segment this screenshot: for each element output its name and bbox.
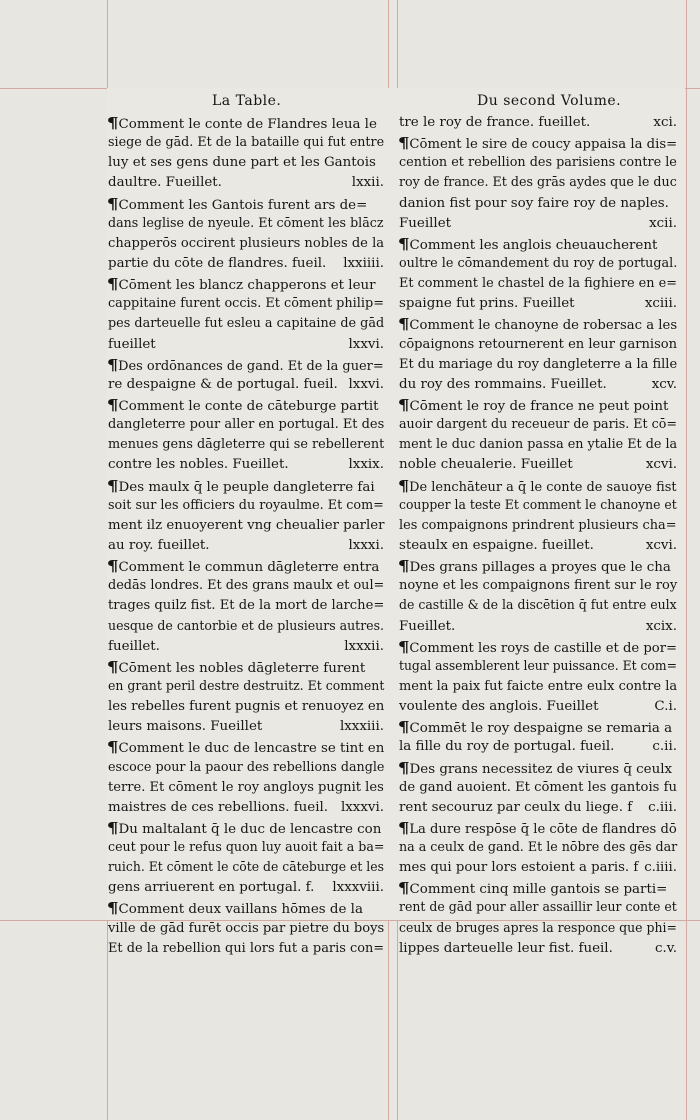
- table-entry-line: [108, 737, 384, 757]
- entry-text: ceut pour le refus quon luy auoit fait a ba=: [108, 840, 385, 856]
- pilcrow-marker: ¶: [106, 476, 119, 495]
- table-entry-line: [108, 778, 384, 798]
- table-entry-line: [399, 858, 677, 878]
- pilcrow-marker: ¶: [106, 194, 119, 213]
- table-entry-line: [399, 435, 677, 455]
- pilcrow-marker: ¶: [106, 355, 119, 374]
- running-head-right: Du second Volume.: [477, 93, 622, 109]
- table-entry-line: [399, 758, 677, 778]
- table-entry-line: [399, 113, 677, 133]
- folio-reference: xciii.: [644, 296, 677, 312]
- table-entry-line: [399, 898, 677, 918]
- pilcrow-marker: ¶: [397, 395, 410, 414]
- pilcrow-marker: ¶: [106, 738, 119, 757]
- entry-text: rent secouruz par ceulx du liege. f: [399, 799, 633, 815]
- entry-text: partie du cōte de flandres. fueil.: [108, 255, 327, 271]
- table-entry-line: [399, 556, 677, 576]
- folio-reference: c.ii.: [652, 739, 677, 755]
- table-entry-line: [108, 717, 384, 737]
- table-entry-line: [399, 415, 677, 435]
- folio-reference: lxxxii.: [344, 638, 384, 654]
- table-entry-line: [108, 677, 384, 697]
- entry-text: tre le roy de france. fueillet.: [399, 115, 591, 130]
- entry-text: Comment les anglois cheuaucherent: [409, 237, 658, 253]
- entry-text: steaulx en espaigne. fueillet.: [399, 537, 594, 553]
- table-entry-line: [108, 496, 384, 516]
- entry-text: Comment deux vaillans hōmes de la: [118, 902, 363, 918]
- entry-text: Fueillet.: [399, 618, 456, 634]
- pilcrow-marker: ¶: [397, 718, 410, 737]
- entry-text: Comment le duc de lencastre se tint en: [118, 741, 385, 757]
- table-entry-line: [399, 234, 677, 254]
- table-entry-line: [108, 335, 384, 355]
- table-entry-line: [399, 596, 677, 616]
- folio-reference: xcix.: [645, 618, 677, 634]
- entry-text: au roy. fueillet.: [108, 537, 210, 553]
- entry-text: uesque de cantorbie et de plusieurs autres.: [108, 618, 385, 634]
- entry-text: siege de gād. Et de la bataille qui fut entre: [108, 135, 385, 151]
- entry-text: rent de gād pour aller assaillir leur conte et: [399, 900, 677, 916]
- table-entry-line: [399, 798, 677, 818]
- entry-text: maistres de ces rebellions. fueil.: [108, 799, 329, 815]
- pilcrow-marker: ¶: [397, 234, 410, 253]
- table-entry-line: [399, 375, 677, 395]
- table-entry-line: [399, 576, 677, 596]
- table-entry-line: [399, 173, 677, 193]
- running-head-left: La Table.: [212, 93, 282, 109]
- table-entry-line: [399, 133, 677, 153]
- table-entry-line: [108, 435, 384, 455]
- entry-text: Comment le conte de Flandres leua le: [118, 117, 377, 132]
- folio-reference: xcvi.: [645, 457, 677, 473]
- entry-text: pes darteuelle fut esleu a capitaine de gād: [108, 316, 385, 332]
- pilcrow-marker: ¶: [397, 557, 410, 576]
- table-entry-line: [108, 314, 384, 334]
- table-entry-line: [399, 476, 677, 496]
- entry-text: chapperōs occirent plusieurs nobles de la: [108, 235, 385, 251]
- table-entry-line: [108, 455, 384, 475]
- entry-text: spaigne fut prins. Fueillet: [399, 296, 575, 312]
- table-entry-line: [108, 415, 384, 435]
- pilcrow-marker: ¶: [106, 395, 119, 414]
- folio-reference: lxxiiii.: [343, 255, 384, 271]
- entry-text: tugal assemblerent leur puissance. Et com=: [399, 658, 677, 674]
- entry-text: De lenchāteur a q̄ le conte de sauoye fist: [409, 479, 677, 495]
- table-entry-line: [399, 677, 677, 697]
- entry-text: fueillet.: [108, 638, 160, 654]
- table-entry-line: [108, 536, 384, 556]
- entry-text: auoir dargent du receueur de paris. Et cō=: [399, 417, 677, 433]
- table-entry-line: [108, 113, 384, 133]
- entry-text: voulente des anglois. Fueillet: [399, 699, 599, 715]
- table-entry-line: [399, 939, 677, 959]
- entry-text: fueillet: [108, 336, 156, 352]
- table-column-right: [397, 113, 678, 956]
- folio-reference: xci.: [653, 115, 677, 130]
- entry-text: ville de gād furēt occis par pietre du boys: [108, 920, 385, 936]
- entry-text: Cōment le roy de france ne peut point: [409, 398, 669, 414]
- folio-reference: lxxix.: [348, 457, 384, 473]
- entry-text: cappitaine furent occis. Et cōment philip=: [108, 296, 384, 312]
- table-entry-line: [108, 254, 384, 274]
- table-entry-line: [108, 355, 384, 375]
- entry-text: du roy des rommains. Fueillet.: [399, 376, 607, 392]
- table-entry-line: [108, 153, 384, 173]
- folio-reference: xcvi.: [645, 537, 677, 553]
- entry-text: Et de la rebellion qui lors fut a paris con=: [108, 940, 385, 956]
- entry-text: Comment le chanoyne de robersac a les: [409, 318, 678, 334]
- table-entry-line: [399, 274, 677, 294]
- folio-reference: C.i.: [654, 699, 677, 715]
- table-entry-line: [108, 878, 384, 898]
- folio-reference: c.v.: [655, 940, 677, 956]
- table-entry-line: [108, 818, 384, 838]
- table-entry-line: [108, 596, 384, 616]
- entry-text: lippes darteuelle leur fist. fueil.: [399, 940, 613, 956]
- entry-text: les compaignons prindrent plusieurs cha=: [399, 517, 677, 533]
- table-entry-line: [108, 395, 384, 415]
- pilcrow-marker: ¶: [106, 114, 119, 132]
- entry-text: na a ceulx de gand. Et le nōbre des gēs dar: [399, 840, 678, 856]
- entry-text: Comment le commun dāgleterre entra: [118, 560, 380, 576]
- entry-text: la fille du roy de portugal. fueil.: [399, 739, 615, 755]
- pilcrow-marker: ¶: [397, 476, 410, 495]
- entry-text: de gand auoient. Et cōment les gantois fu: [399, 779, 677, 795]
- entry-text: ment la paix fut faicte entre eulx contre la: [399, 678, 678, 694]
- pilcrow-marker: ¶: [106, 557, 119, 576]
- table-entry-line: [399, 536, 677, 556]
- table-entry-line: [108, 838, 384, 858]
- table-entry-line: [399, 395, 677, 415]
- pilcrow-marker: ¶: [397, 637, 410, 656]
- pilcrow-marker: ¶: [106, 899, 119, 918]
- table-entry-line: [399, 697, 677, 717]
- pilcrow-marker: ¶: [106, 818, 119, 837]
- entry-text: trages quilz fist. Et de la mort de larche=: [108, 598, 385, 614]
- pilcrow-marker: ¶: [397, 818, 410, 837]
- entry-text: Des grans pillages a proyes que le cha: [409, 560, 671, 576]
- entry-text: dedās londres. Et des grans maulx et oul=: [108, 578, 385, 594]
- entry-text: Cōment les nobles dāgleterre furent: [118, 660, 366, 676]
- table-entry-line: [399, 657, 677, 677]
- folio-reference: lxxxviii.: [332, 880, 384, 896]
- folio-reference: lxxvi.: [348, 336, 384, 352]
- table-entry-line: [108, 133, 384, 153]
- table-entry-line: [108, 194, 384, 214]
- table-entry-line: [108, 758, 384, 778]
- entry-text: daultre. Fueillet.: [108, 175, 222, 191]
- table-entry-line: [399, 516, 677, 536]
- entry-text: noble cheualerie. Fueillet: [399, 457, 573, 473]
- entry-text: dans leglise de nyeule. Et cōment les blācz: [108, 215, 384, 231]
- entry-text: Du maltalant q̄ le duc de lencastre con: [118, 821, 382, 837]
- table-entry-line: [108, 798, 384, 818]
- pilcrow-marker: ¶: [397, 134, 410, 153]
- entry-text: menues gens dāgleterre qui se rebellerent: [108, 437, 385, 453]
- folio-reference: lxxii.: [351, 175, 384, 191]
- table-entry-line: [399, 254, 677, 274]
- table-entry-line: [108, 173, 384, 193]
- pilcrow-marker: ¶: [397, 315, 410, 334]
- table-entry-line: [399, 778, 677, 798]
- pilcrow-marker: ¶: [397, 879, 410, 898]
- table-entry-line: [399, 838, 677, 858]
- table-entry-line: [399, 878, 677, 898]
- table-entry-line: [399, 355, 677, 375]
- table-entry-line: [108, 375, 384, 395]
- table-entry-line: [108, 234, 384, 254]
- table-entry-line: [399, 335, 677, 355]
- table-entry-line: [399, 818, 677, 838]
- folio-reference: xcv.: [651, 376, 677, 392]
- folio-reference: lxxvi.: [348, 376, 384, 392]
- entry-text: Cōment les blancz chapperons et leur: [118, 278, 376, 294]
- table-entry-line: [108, 274, 384, 294]
- entry-text: Des grans necessitez de viures q̄ ceulx: [409, 761, 673, 777]
- entry-text: Commēt le roy despaigne se remaria a: [409, 721, 673, 737]
- entry-text: Comment le conte de cāteburge partit: [118, 398, 379, 414]
- entry-text: Cōment le sire de coucy appaisa la dis=: [409, 137, 678, 153]
- entry-text: soit sur les officiers du royaulme. Et com=: [108, 497, 384, 513]
- table-column-left: [106, 113, 385, 956]
- entry-text: ceulx de bruges apres la responce que phi=: [399, 920, 677, 936]
- folio-reference: c.iii.: [648, 799, 677, 815]
- table-entry-line: [108, 617, 384, 637]
- table-entry-line: [108, 858, 384, 878]
- entry-text: Et comment le chastel de la fighiere en e=: [399, 276, 677, 292]
- folio-reference: c.iiii.: [644, 860, 677, 876]
- entry-text: les rebelles furent pugnis et renuoyez en: [108, 699, 385, 715]
- table-entry-line: [399, 496, 677, 516]
- table-entry-line: [108, 919, 384, 939]
- table-entry-line: [108, 657, 384, 677]
- entry-text: Comment les roys de castille et de por=: [409, 640, 678, 656]
- table-entry-line: [108, 898, 384, 918]
- table-entry-line: [108, 637, 384, 657]
- margin-guide-right: [686, 0, 687, 1120]
- table-entry-line: [108, 556, 384, 576]
- table-entry-line: [399, 194, 677, 214]
- pilcrow-marker: ¶: [106, 657, 119, 676]
- folio-reference: lxxxvi.: [340, 799, 384, 815]
- entry-text: oultre le cōmandement du roy de portugal.: [399, 255, 678, 271]
- table-entry-line: [108, 939, 384, 959]
- table-entry-line: [399, 153, 677, 173]
- entry-text: luy et ses gens dune part et les Gantois: [108, 155, 376, 171]
- entry-text: noyne et les compaignons firent sur le roy: [399, 578, 678, 594]
- folio-reference: xcii.: [649, 215, 677, 231]
- entry-text: contre les nobles. Fueillet.: [108, 457, 289, 473]
- entry-text: re despaigne & de portugal. fueil.: [108, 376, 338, 392]
- pilcrow-marker: ¶: [397, 758, 410, 777]
- table-entry-line: [399, 637, 677, 657]
- entry-text: roy de france. Et des grās aydes que le duc: [399, 175, 677, 191]
- table-entry-line: [399, 737, 677, 757]
- pilcrow-marker: ¶: [106, 275, 119, 294]
- entry-text: Comment les Gantois furent ars de=: [118, 197, 368, 213]
- entry-text: ruich. Et cōment le cōte de cāteburge et les: [108, 860, 384, 876]
- table-entry-line: [399, 717, 677, 737]
- entry-text: gens arriuerent en portugal. f.: [108, 880, 315, 896]
- entry-text: Fueillet: [399, 215, 451, 231]
- entry-text: danion fist pour soy faire roy de naples.: [399, 195, 669, 211]
- entry-text: dangleterre pour aller en portugal. Et des: [108, 417, 385, 433]
- table-entry-line: [399, 294, 677, 314]
- entry-text: escoce pour la paour des rebellions dangle: [108, 759, 385, 775]
- table-entry-line: [399, 214, 677, 234]
- table-entry-line: [399, 617, 677, 637]
- table-entry-line: [108, 214, 384, 234]
- entry-text: mes qui pour lors estoient a paris. f: [399, 860, 639, 876]
- entry-text: Et du mariage du roy dangleterre a la fille: [399, 356, 678, 372]
- entry-text: Des maulx q̄ le peuple dangleterre fai: [118, 479, 375, 495]
- table-entry-line: [108, 476, 384, 496]
- entry-text: La dure respōse q̄ le cōte de flandres dō: [409, 821, 677, 837]
- entry-text: de castille & de la discētion q̄ fut entre eulx: [399, 598, 677, 614]
- entry-text: cōpaignons retournerent en leur garnison: [399, 336, 678, 352]
- entry-text: leurs maisons. Fueillet: [108, 719, 263, 735]
- folio-reference: lxxxiii.: [339, 719, 384, 735]
- table-entry-line: [399, 455, 677, 475]
- entry-text: ment le duc danion passa en ytalie Et de la: [399, 437, 678, 453]
- table-entry-line: [399, 314, 677, 334]
- entry-text: ment ilz enuoyerent vng cheualier parler: [108, 517, 385, 533]
- entry-text: en grant peril destre destruitz. Et comment: [108, 678, 385, 694]
- entry-text: coupper la teste Et comment le chanoyne et: [399, 497, 677, 513]
- entry-text: Des ordōnances de gand. Et de la guer=: [118, 358, 384, 374]
- table-entry-line: [108, 516, 384, 536]
- table-entry-line: [108, 576, 384, 596]
- table-entry-line: [108, 294, 384, 314]
- entry-text: terre. Et cōment le roy angloys pugnit les: [108, 779, 384, 795]
- table-entry-line: [108, 697, 384, 717]
- entry-text: cention et rebellion des parisiens contre le: [399, 155, 677, 171]
- folio-reference: lxxxi.: [348, 537, 384, 553]
- table-entry-line: [399, 919, 677, 939]
- entry-text: Comment cinq mille gantois se parti=: [409, 882, 668, 898]
